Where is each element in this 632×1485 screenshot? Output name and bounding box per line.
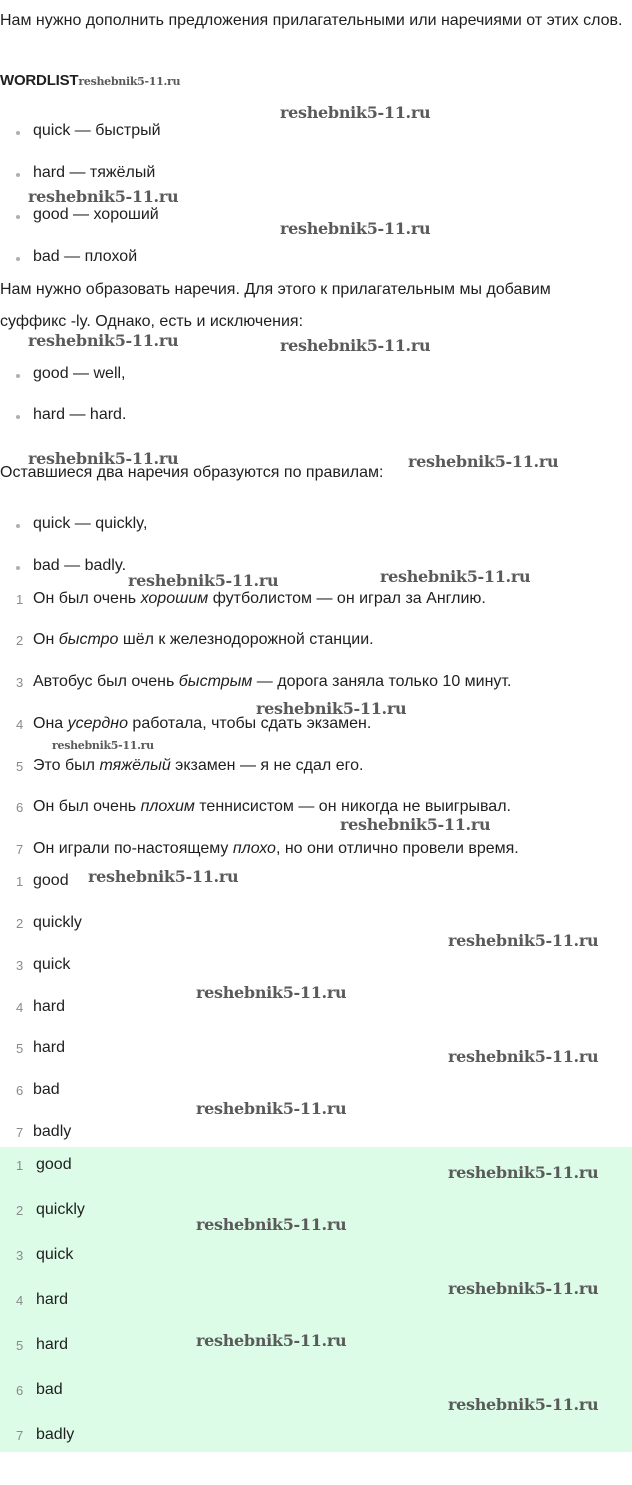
sentence-text: шёл к железнодорожной станции. <box>118 631 374 648</box>
watermark: reshebnik5-11.ru <box>28 187 179 206</box>
sentence-emphasis: быстро <box>58 631 119 648</box>
answer-item: badly <box>36 1426 75 1443</box>
answer-item: hard <box>36 1336 69 1353</box>
item-number: 7 <box>16 842 24 857</box>
regular-intro: Оставшиеся два наречия образуются по правилам: <box>0 464 384 481</box>
item-number: 4 <box>16 1000 24 1015</box>
sentence-text: Это был <box>33 757 100 774</box>
answer-item: good <box>36 1156 72 1173</box>
bullet-dot <box>16 131 20 135</box>
wordlist-heading <box>0 72 180 89</box>
answer-item: hard <box>33 998 66 1015</box>
item-number: 7 <box>16 1125 24 1140</box>
item-number: 6 <box>16 1383 24 1398</box>
item-number: 1 <box>16 592 24 607</box>
bullet-dot <box>16 566 20 570</box>
item-number: 3 <box>16 958 24 973</box>
answer-item: quick <box>36 1246 74 1263</box>
watermark: reshebnik5-11.ru <box>448 931 599 950</box>
sentence-text: футболистом — он играл за Англию. <box>208 590 486 607</box>
sentence-emphasis: плохим <box>140 798 195 815</box>
watermark: reshebnik5-11.ru <box>408 452 559 471</box>
sentence-text: Он был очень <box>33 590 141 607</box>
item-number: 1 <box>16 874 24 889</box>
sentence-text: Он был очень <box>33 798 141 815</box>
item-number: 4 <box>16 717 24 732</box>
list-item: good — well, <box>33 365 126 382</box>
watermark: reshebnik5-11.ru <box>280 336 431 355</box>
item-number: 3 <box>16 675 24 690</box>
answer-item: quickly <box>33 914 82 931</box>
explanation-line: суффикс -ly. Однако, есть и исключения: <box>0 313 304 330</box>
sentence-emphasis: хорошим <box>140 590 209 607</box>
answer-item: badly <box>33 1123 72 1140</box>
watermark: reshebnik5-11.ru <box>448 1279 599 1298</box>
explanation-line: Нам нужно образовать наречия. Для этого к прилагательным мы добавим <box>0 281 551 298</box>
sentence-item <box>33 757 363 775</box>
bullet-dot <box>16 257 20 261</box>
intro-text: Нам нужно дополнить предложения прилагательными или наречиями от этих слов. <box>0 12 623 29</box>
list-item: quick — quickly, <box>33 515 148 532</box>
item-number: 5 <box>16 1338 24 1353</box>
sentence-item <box>33 631 374 649</box>
watermark: reshebnik5-11.ru <box>256 699 407 718</box>
sentence-text: Она <box>33 715 68 732</box>
item-number: 2 <box>16 633 24 648</box>
item-number: 7 <box>16 1428 24 1443</box>
list-item: good — хороший <box>33 206 159 223</box>
answer-item: quick <box>33 956 71 973</box>
answer-item: hard <box>33 1039 66 1056</box>
watermark: reshebnik5-11.ru <box>196 1331 347 1350</box>
watermark: reshebnik5-11.ru <box>448 1163 599 1182</box>
list-item: hard — hard. <box>33 406 127 423</box>
answer-item: quickly <box>36 1201 85 1218</box>
bullet-dot <box>16 415 20 419</box>
list-item: bad — плохой <box>33 248 138 265</box>
sentence-emphasis: тяжёлый <box>99 757 171 774</box>
item-number: 4 <box>16 1293 24 1308</box>
item-number: 1 <box>16 1158 24 1173</box>
watermark: reshebnik5-11.ru <box>280 103 431 122</box>
sentence-text: — дорога заняла только 10 минут. <box>252 673 512 690</box>
sentence-item <box>33 798 511 816</box>
bullet-dot <box>16 215 20 219</box>
item-number: 5 <box>16 1041 24 1056</box>
sentence-emphasis: быстрым <box>178 673 253 690</box>
sentence-item <box>33 590 486 608</box>
answer-item: bad <box>33 1081 60 1098</box>
watermark: reshebnik5-11.ru <box>280 219 431 238</box>
watermark: reshebnik5-11.ru <box>196 1215 347 1234</box>
bullet-dot <box>16 374 20 378</box>
sentence-text: работала, чтобы сдать экзамен. <box>127 715 372 732</box>
item-number: 2 <box>16 916 24 931</box>
sentence-text: Автобус был очень <box>33 673 179 690</box>
sentence-emphasis: усердно <box>67 715 128 732</box>
watermark: reshebnik5-11.ru <box>88 867 239 886</box>
answer-item: bad <box>36 1381 63 1398</box>
sentence-item <box>33 673 511 691</box>
watermark: reshebnik5-11.ru <box>196 1099 347 1118</box>
answer-item: hard <box>36 1291 69 1308</box>
bullet-dot <box>16 524 20 528</box>
item-number: 3 <box>16 1248 24 1263</box>
sentence-item <box>33 840 519 858</box>
sentence-text: , но они отлично провели время. <box>275 840 519 857</box>
watermark: reshebnik5-11.ru <box>128 571 279 590</box>
list-item: bad — badly. <box>33 557 127 574</box>
list-item: quick — быстрый <box>33 122 161 139</box>
bullet-dot <box>16 173 20 177</box>
watermark: reshebnik5-11.ru <box>380 567 531 586</box>
watermark: reshebnik5-11.ru <box>448 1047 599 1066</box>
watermark: reshebnik5-11.ru <box>52 739 154 752</box>
sentence-text: экзамен — я не сдал его. <box>170 757 364 774</box>
watermark: reshebnik5-11.ru <box>448 1395 599 1414</box>
watermark: reshebnik5-11.ru <box>340 815 491 834</box>
sentence-text: Он играли по-настоящему <box>33 840 233 857</box>
list-item: hard — тяжёлый <box>33 164 156 181</box>
item-number: 6 <box>16 800 24 815</box>
item-number: 6 <box>16 1083 24 1098</box>
item-number: 2 <box>16 1203 24 1218</box>
sentence-text: теннисистом — он никогда не выигрывал. <box>194 798 511 815</box>
item-number: 5 <box>16 759 24 774</box>
watermark: reshebnik5-11.ru <box>28 449 179 468</box>
watermark: reshebnik5-11.ru <box>28 331 179 350</box>
answer-item: good <box>33 872 69 889</box>
watermark: reshebnik5-11.ru <box>78 75 181 88</box>
watermark: reshebnik5-11.ru <box>196 983 347 1002</box>
sentence-text: Он <box>33 631 59 648</box>
sentence-emphasis: плохо <box>232 840 276 857</box>
wordlist-heading-label: WORDLIST <box>0 72 79 89</box>
